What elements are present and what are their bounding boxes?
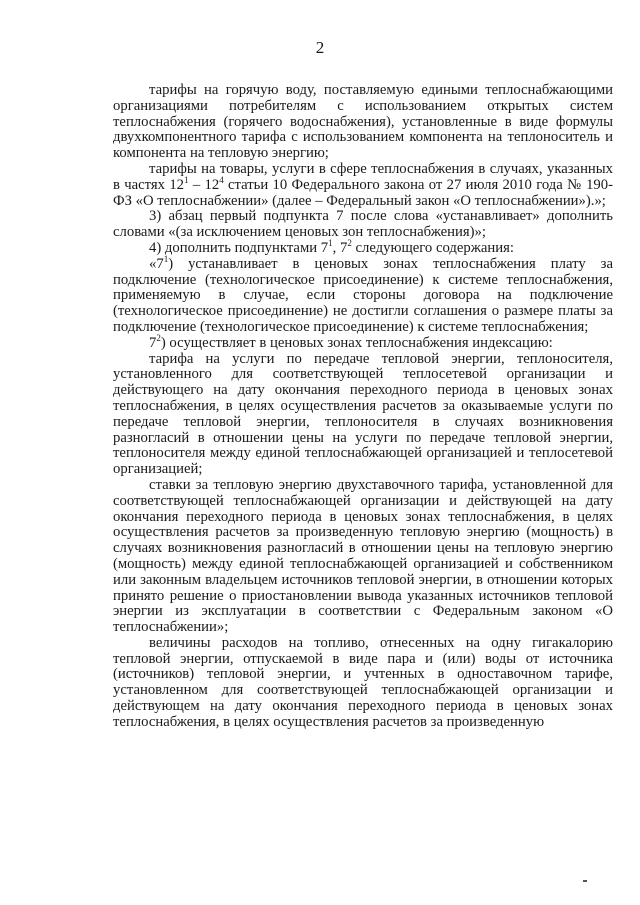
paragraph-item-4: 4) дополнить подпунктами $7^1$, $7^2$ следующего содержания: bbox=[149, 238, 514, 256]
document-body bbox=[113, 83, 613, 731]
scan-mark bbox=[583, 880, 587, 882]
paragraph-hot-water-tariffs: тарифы на горячую воду, поставляемую едиными теплоснабжающими организациями потребителям с использованием открытых систем теплоснабжения (горячего водоснабжения), установленные в виде формулы двухкомпонентного тарифа с использованием компонента на теплоноситель и компонента на тепловую энергию; bbox=[113, 82, 613, 162]
paragraph-subitem-7-1: «$7^1$) устанавливает в ценовых зонах теплоснабжения плату за подключение (технологическое присоединение) к системе теплоснабжения, применяемую в случае, если стороны договора на подключение (технологическое присоединение) не достигли соглашения о размере платы за подключение (технологическое присоединение) к системе теплоснабжения; bbox=[113, 253, 613, 335]
paragraph-goods-services-tariffs: тарифы на товары, услуги в сфере теплоснабжения в случаях, указанных в частях $12^1 - 12^4$ статьи 10 Федерального закона от 27 июля 2010 года № 190-ФЗ «О теплоснабжении» (далее – Федеральный закон «О теплоснабжении»).»; bbox=[113, 160, 614, 209]
paragraph-fuel-costs: величины расходов на топливо, отнесенных на одну гигакалорию тепловой энергии, отпускаемой в виде пара и (или) воды от источника (источников) тепловой энергии, и учтенных в одноставочном тарифе, установленном для соответствующей теплоснабжающей организации и действующем на дату окончания переходного периода в ценовых зонах теплоснабжения, в целях осуществления расчетов за произведенную bbox=[113, 634, 613, 730]
paragraph-item-3: 3) абзац первый подпункта 7 после слова «устанавливает» дополнить словами «(за исключением ценовых зон теплоснабжения)»; bbox=[113, 208, 613, 241]
paragraph-transmission-tariff: тарифа на услуги по передаче тепловой энергии, теплоносителя, установленного для соответствующей теплосетевой организации и действующего на дату окончания переходного периода в ценовых зонах теплоснабжения, в целях осуществления расчетов за оказываемые услуги по передаче тепловой энергии, теплоносителя в случаях возникновения разногласий в отношении цены на услуги по передаче тепловой энергии, теплоносителя между единой теплоснабжающей организацией и теплосетевой организацией; bbox=[113, 350, 613, 478]
page-number: 2 bbox=[315, 38, 325, 57]
paragraph-two-part-tariff-rate: ставки за тепловую энергию двухставочного тарифа, установленной для соответствующей теплоснабжающей организации и действующей на дату окончания переходного периода в ценовых зонах теплоснабжения, в целях осуществления расчетов за произведенную тепловую энергию (мощность) в случаях возникновения разногласий в отношении цены на тепловую энергию (мощность) между единой теплоснабжающей организацией и собственником или законным владельцем источников тепловой энергии, в отношении которых принято решение о приостановлении вывода указанных источников тепловой энергии из эксплуатации в соответствии с Федеральным законом «О теплоснабжении»; bbox=[113, 476, 613, 636]
paragraph-subitem-7-2: $7^2$) осуществляет в ценовых зонах теплоснабжения индексацию: bbox=[149, 332, 553, 351]
